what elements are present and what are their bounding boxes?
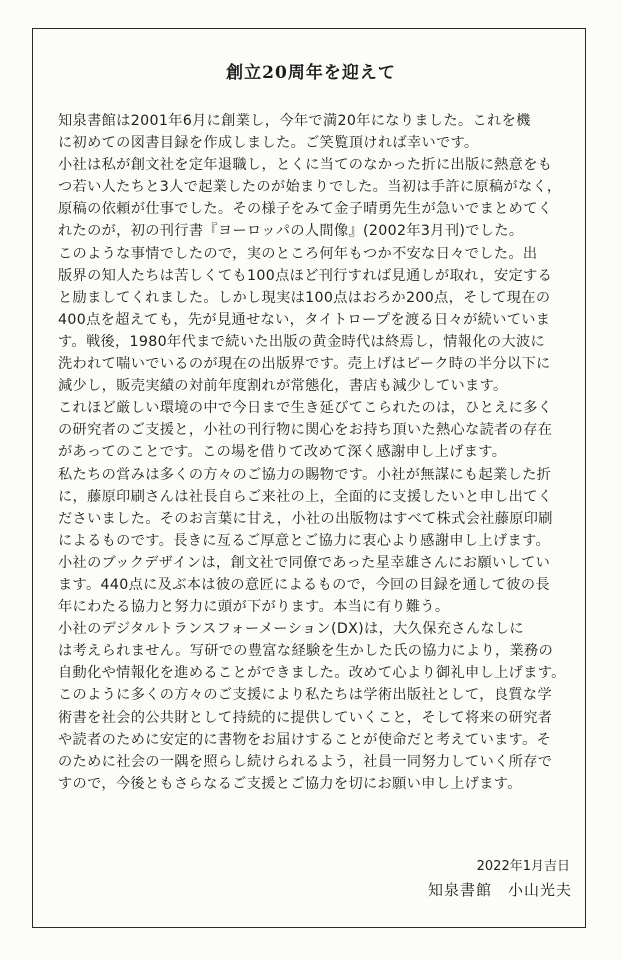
body-line: によるものです。長きに亙るご厚意とご協力に衷心より感謝申し上げます。 — [58, 532, 551, 549]
body-line: このように多くの方々のご支援により私たちは学術出版社として，良質な学 — [58, 687, 552, 704]
document-title: 創立20周年を迎えて — [226, 63, 396, 83]
body-line: ださいました。そのお言葉に甘え，小社の出版物はすべて株式会社藤原印刷 — [58, 510, 553, 527]
body-line: ます。440点に及ぶ本は彼の意匠によるもので，今回の目録を通して彼の長 — [58, 576, 550, 593]
body-line: 版界の知人たちは苦しくても100点ほど刊行すれば見通しが取れ，安定する — [58, 267, 553, 284]
body-line: 術書を社会的公共財として持続的に提供していくこと，そして将来の研究者 — [58, 709, 553, 726]
body-line: 年にわたる協力と努力に頭が下がります。本当に有り難う。 — [58, 599, 450, 616]
body-line: これほど厳しい環境の中で今日まで生き延びてこられたのは，ひとえに多く — [58, 400, 553, 417]
body-line: 小社のデジタルトランスフォーメーション(DX)は，大久保充さんなしに — [58, 621, 524, 638]
body-line: と励ましてくれました。しかし現実は100点はおろか200点，そして現在の — [58, 289, 551, 306]
body-line: は考えられません。写研での豊富な経験を生かした氏の協力により，業務の — [58, 643, 554, 660]
body-line: 400点を超えても，先が見通せない，タイトロープを渡る日々が続いていま — [58, 311, 551, 328]
body-line: や読者のために安定的に書物をお届けすることが使命だと考えています。そ — [58, 731, 552, 748]
body-line: 洗われて喘いでいるのが現在の出版界です。売上げはピーク時の半分以下に — [58, 356, 551, 373]
body-line: の研究者のご支援と，小社の刊行物に関心をお持ち頂いた熱心な読者の存在 — [58, 422, 553, 439]
body-line: 原稿の依頼が仕事でした。その様子をみて金子晴勇先生が急いでまとめてく — [58, 201, 553, 218]
body-line: に，藤原印刷さんは社長自らご来社の上，全面的に支援したいと申し出てく — [58, 488, 553, 505]
body-line: このような事情でしたので，実のところ何年もつか不安な日々でした。出 — [58, 245, 538, 262]
body-line: のために社会の一隅を照らし続けられるよう，社員一同努力していく所存で — [58, 753, 553, 770]
signature-line: 知泉書館 小山光夫 — [427, 881, 572, 899]
body-line: す。戦後，1980年代まで続いた出版の黄金時代は終焉し，情報化の大波に — [58, 333, 546, 350]
body-line: つ若い人たちと3人で起業したのが始まりでした。当初は手許に原稿がなく， — [58, 179, 562, 196]
body-line: 小社は私が創文社を定年退職し，とくに当てのなかった折に出版に熱意をも — [58, 157, 553, 174]
body-line: 私たちの営みは多くの方々のご協力の賜物です。小社が無謀にも起業した折 — [58, 466, 552, 483]
body-line: があってのことです。この場を借りて改めて深く感謝申し上げます。 — [58, 444, 507, 461]
body-line: 自動化や情報化を進めることができました。改めて心より御礼申し上げます。 — [58, 665, 566, 682]
body-line: れたのが，初の刊行書『ヨーロッパの人間像』(2002年3月刊)でした。 — [58, 223, 524, 240]
body-line: に初めての図書目録を作成しました。ご笑覧頂ければ幸いです。 — [58, 135, 479, 152]
body-line: 減少し，販売実績の対前年度割れが常態化，書店も減少しています。 — [58, 378, 508, 395]
date-line: 2022年1月吉日 — [476, 859, 570, 874]
document-body — [58, 110, 576, 795]
body-line: 知泉書館は2001年6月に創業し，今年で満20年になりました。これを機 — [58, 113, 531, 129]
body-line: 小社のブックデザインは，創文社で同僚であった星幸雄さんにお願いしてい — [58, 554, 551, 571]
body-line: すので，今後ともさらなるご支援とご協力を切にお願い申し上げます。 — [58, 775, 522, 792]
